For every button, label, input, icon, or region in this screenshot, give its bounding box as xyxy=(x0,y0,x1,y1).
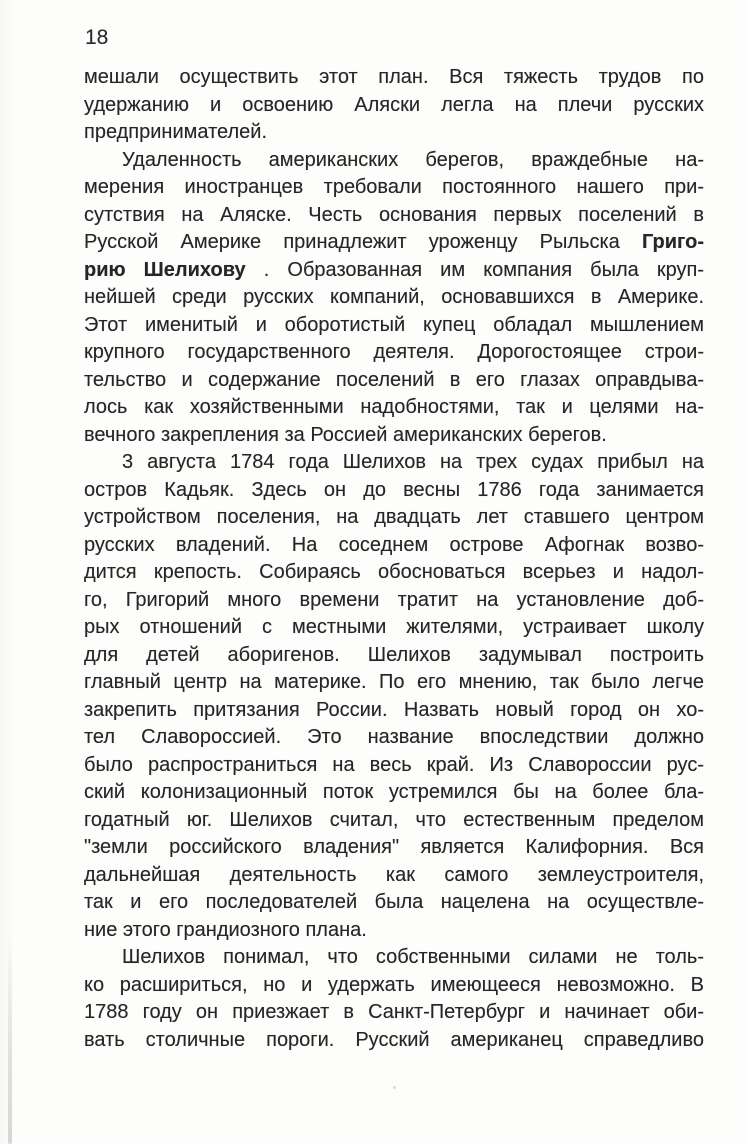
text-segment: Русской Америке принадлежит уроженцу Рыльска xyxy=(84,231,642,253)
text-segment: предпринимателей. xyxy=(84,121,267,143)
text-line xyxy=(84,559,704,587)
text-segment: вечного закрепления за Россией американских берегов. xyxy=(84,423,607,446)
text-segment: ко расшириться, но и удержать имеющееся невозможно. В xyxy=(84,973,704,996)
paragraph xyxy=(84,944,704,1054)
text-line xyxy=(84,862,704,890)
text-segment: ние этого грандиозного плана. xyxy=(84,918,367,941)
text-line xyxy=(84,972,704,1000)
text-segment: мерения иностранцев требовали постоянного нашего при- xyxy=(84,176,704,198)
text-line xyxy=(84,834,704,862)
text-segment: тельство и содержание поселений в его глазах оправдыва- xyxy=(84,368,704,391)
text-line xyxy=(84,147,704,175)
text-segment: остров Кадьяк. Здесь он до весны 1786 года занимается xyxy=(84,478,704,501)
text-segment: главный центр на материке. По его мнению, так было легче xyxy=(84,671,704,693)
text-segment: Шелихов понимал, что собственными силами не толь- xyxy=(122,946,704,968)
paragraph xyxy=(84,64,704,147)
text-segment: 1788 году он приезжает в Санкт-Петербург и начинает оби- xyxy=(84,1001,704,1023)
page-number: 18 xyxy=(85,26,109,49)
text-segment: Этот именитый и оборотистый купец обладал мышлением xyxy=(84,313,704,336)
text-segment: годатный юг. Шелихов считал, что естественным пределом xyxy=(84,808,704,831)
text-segment: 3 августа 1784 года Шелихов на трех судах прибыл на xyxy=(122,451,704,473)
text-segment: вать столичные пороги. Русский американец справедливо xyxy=(84,1028,704,1051)
text-line xyxy=(84,202,704,230)
text-segment: дальнейшая деятельность как самого землеустроителя, xyxy=(84,863,704,886)
text-line xyxy=(84,944,704,972)
text-segment: ский колонизационный поток устремился бы на более бла- xyxy=(84,781,704,803)
text-line xyxy=(84,614,704,642)
text-line xyxy=(84,257,704,285)
text-line xyxy=(84,587,704,615)
page-text xyxy=(84,64,704,1054)
text-line xyxy=(84,504,704,532)
scan-speck xyxy=(566,1012,569,1015)
text-segment: закрепить притязания России. Назвать новый город он хо- xyxy=(84,698,704,721)
text-line xyxy=(84,807,704,835)
text-line xyxy=(84,889,704,917)
bold-text-segment: Григо- xyxy=(641,231,704,253)
text-line xyxy=(84,229,704,257)
text-line xyxy=(84,174,704,202)
paragraph xyxy=(84,147,704,450)
text-line xyxy=(84,724,704,752)
text-segment: крупного государственного деятеля. Дорогостоящее строи- xyxy=(84,341,704,363)
text-segment: "земли российского владения" является Калифорния. Вся xyxy=(84,836,704,858)
text-line xyxy=(84,669,704,697)
text-segment: русских владений. На соседнем острове Афогнак возво- xyxy=(84,533,704,556)
text-line xyxy=(84,339,704,367)
text-line xyxy=(84,367,704,395)
text-segment: лось как хозяйственными надобностями, так и целями на- xyxy=(84,396,704,418)
text-segment: го, Григорий много времени тратит на установление доб- xyxy=(84,588,704,611)
text-line xyxy=(84,697,704,725)
text-line xyxy=(84,92,704,120)
text-line xyxy=(84,532,704,560)
text-segment: дится крепость. Собираясь обосноваться всерьез и надол- xyxy=(84,561,704,583)
text-segment: сутствия на Аляске. Честь основания первых поселений в xyxy=(84,203,704,226)
scan-speck xyxy=(393,1086,396,1089)
text-segment: . Образованная им компания была круп- xyxy=(263,258,704,281)
text-line xyxy=(84,1027,704,1055)
text-line xyxy=(84,119,704,147)
text-line xyxy=(84,779,704,807)
text-line xyxy=(84,449,704,477)
paragraph xyxy=(84,449,704,944)
text-line xyxy=(84,394,704,422)
text-line xyxy=(84,999,704,1027)
text-segment: устройством поселения, на двадцать лет ставшего центром xyxy=(84,506,704,528)
text-segment: Удаленность американских берегов, враждебные на- xyxy=(122,148,704,171)
text-segment: так и его последователей была нацелена на осуществле- xyxy=(84,891,704,913)
text-line xyxy=(84,64,704,92)
bold-text-segment: рию Шелихову xyxy=(84,258,246,281)
text-line xyxy=(84,284,704,312)
text-segment: мешали осуществить этот план. Вся тяжесть трудов по xyxy=(84,66,704,88)
text-line xyxy=(84,477,704,505)
text-segment: удержанию и освоению Аляски легла на плечи русских xyxy=(84,93,704,116)
scan-shadow-left-edge xyxy=(8,930,12,1144)
text-segment: рых отношений с местными жителями, устраивает школу xyxy=(84,616,704,638)
text-line xyxy=(84,642,704,670)
text-segment: нейшей среди русских компаний, основавшихся в Америке. xyxy=(84,286,704,308)
text-line xyxy=(84,422,704,450)
text-segment: было распространиться на весь край. Из Славороссии рус- xyxy=(84,753,704,776)
text-line xyxy=(84,917,704,945)
text-line xyxy=(84,752,704,780)
text-segment: для детей аборигенов. Шелихов задумывал построить xyxy=(84,643,704,666)
text-segment: тел Славороссией. Это название впоследствии должно xyxy=(84,726,704,748)
text-line xyxy=(84,312,704,340)
